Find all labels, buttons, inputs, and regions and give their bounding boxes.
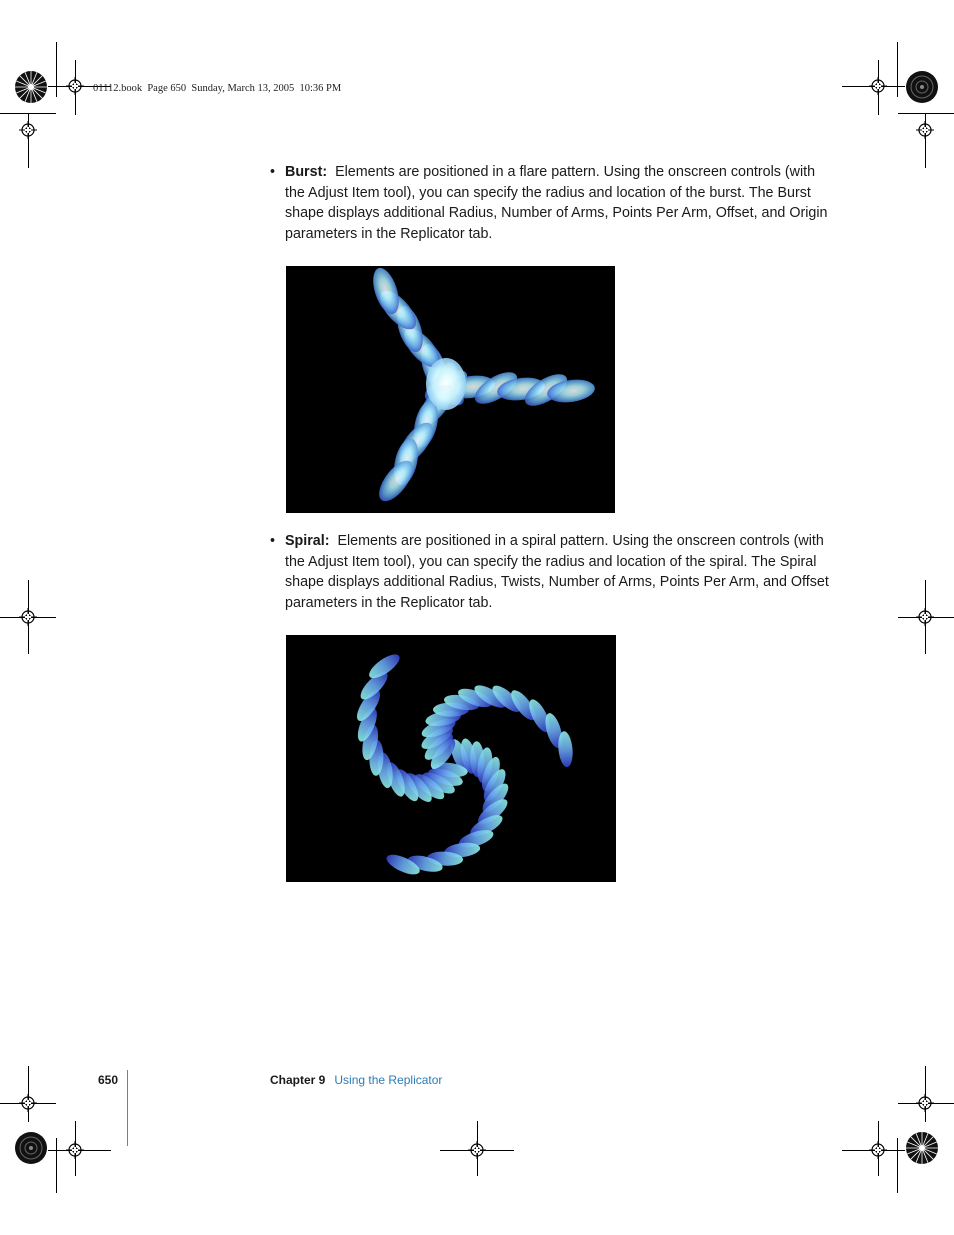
bullet-marker: • bbox=[270, 533, 276, 549]
bullet-description: Elements are positioned in a spiral pattern. Using the onscreen controls (with the Adjust Item tool), you can specify the radius and location of the spiral. The Spiral shape displays additional Radius, Twists, Number of Arms, Points Per Arm, and Offset parameters in the Replicator tab. bbox=[285, 533, 829, 611]
bullet-term: Burst: bbox=[285, 164, 328, 180]
star-target-icon bbox=[906, 1132, 938, 1164]
footer-chapter bbox=[270, 1073, 442, 1087]
spiral-figure bbox=[286, 635, 616, 882]
bullet-marker: • bbox=[270, 164, 276, 180]
bullet-term: Spiral: bbox=[285, 533, 330, 549]
chapter-title-link[interactable]: Using the Replicator bbox=[334, 1073, 443, 1087]
star-target-icon bbox=[15, 71, 47, 103]
book-slug: 01112.book Page 650 Sunday, March 13, 2005 10:36 PM bbox=[93, 83, 342, 94]
bullet-spiral bbox=[270, 531, 830, 613]
burst-figure bbox=[286, 266, 615, 513]
star-target-icon bbox=[906, 71, 938, 103]
replicated-element bbox=[426, 358, 466, 410]
spiral-illustration bbox=[286, 635, 616, 882]
bullet-description: Elements are positioned in a flare pattern. Using the onscreen controls (with the Adjust Item tool), you can specify the radius and location of the burst. The Burst shape displays additional Radius, Number of Arms, Points Per Arm, Offset, and Origin parameters in the Replicator tab. bbox=[285, 164, 828, 242]
footer-rule bbox=[127, 1070, 128, 1146]
page-number: 650 bbox=[98, 1073, 119, 1087]
bullet-burst bbox=[270, 162, 830, 244]
burst-illustration bbox=[286, 266, 615, 513]
bullet-text bbox=[285, 531, 830, 613]
chapter-label: Chapter 9 bbox=[270, 1073, 326, 1087]
star-target-icon bbox=[15, 1132, 47, 1164]
bullet-text bbox=[285, 162, 830, 244]
